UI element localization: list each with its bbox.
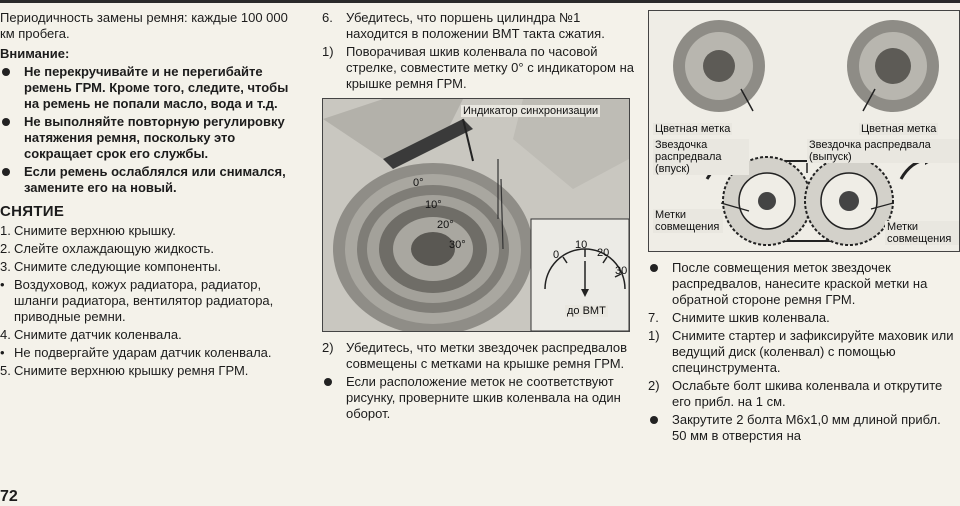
color-mark-label: Цветная метка bbox=[861, 123, 937, 135]
step-marker: 6. bbox=[322, 10, 333, 25]
substep-item bbox=[322, 340, 634, 372]
color-mark-label: Цветная метка bbox=[655, 123, 731, 135]
column-2 bbox=[322, 10, 634, 424]
step-marker: 7. bbox=[648, 310, 659, 325]
substep-text: Поворачивая шкив коленвала по часовой стрелке, совместите метку 0° с индикатором на крышке ремня ГРМ. bbox=[346, 44, 634, 91]
substep-item bbox=[322, 44, 634, 92]
inset-mark-label: 30 bbox=[615, 265, 628, 277]
bullet-icon bbox=[650, 416, 658, 424]
step-text: Не подвергайте ударам датчик коленвала. bbox=[14, 345, 272, 360]
note-item bbox=[648, 412, 958, 444]
substep-item bbox=[648, 328, 958, 376]
step-marker: • bbox=[0, 345, 5, 360]
warning-title: Внимание: bbox=[0, 46, 70, 61]
inset-mark-label: 20 bbox=[597, 247, 610, 259]
step-text: Воздуховод, кожух радиатора, радиатор, шланги радиатора, вентилятор радиатора, приводные ремни. bbox=[14, 277, 274, 324]
warning-item bbox=[0, 164, 300, 196]
column-3 bbox=[648, 10, 958, 446]
step-text: Снимите шкив коленвала. bbox=[672, 310, 830, 325]
page-number: 72 bbox=[0, 488, 18, 505]
pulley-mark-label: 30° bbox=[449, 239, 466, 251]
note-text: После совмещения меток звездочек распредвалов, нанесите краской метки на обратной стороне ремня ГРМ. bbox=[672, 260, 928, 307]
step-item bbox=[648, 310, 958, 326]
step-marker: 1. bbox=[0, 223, 11, 238]
inset-mark-label: 10 bbox=[575, 239, 588, 251]
step-item bbox=[0, 345, 300, 361]
note-item bbox=[322, 374, 634, 422]
step-text: Убедитесь, что поршень цилиндра №1 находится в положении ВМТ такта сжатия. bbox=[346, 10, 605, 41]
substep-item bbox=[648, 378, 958, 410]
step-marker: 5. bbox=[0, 363, 11, 378]
substep-text: Убедитесь, что метки звездочек распредвалов совмещены с метками на крышке ремня ГРМ. bbox=[346, 340, 628, 371]
warning-text: Не выполняйте повторную регулировку натяжения ремня, поскольку это сокращает срок его службы. bbox=[24, 114, 285, 161]
alignment-marks-label: Метки совмещения bbox=[885, 221, 959, 245]
substep-text: Ослабьте болт шкива коленвала и открутите его прибл. на 1 см. bbox=[672, 378, 943, 409]
exhaust-sprocket-label: Звездочка распредвала (выпуск) bbox=[807, 139, 959, 163]
step-text: Слейте охлаждающую жидкость. bbox=[14, 241, 214, 256]
warning-text: Если ремень ослаблялся или снимался, замените его на новый. bbox=[24, 164, 286, 195]
substep-text: Снимите стартер и зафиксируйте маховик или ведущий диск (коленвал) с помощью специнструмента. bbox=[672, 328, 954, 375]
substep-marker: 2) bbox=[648, 378, 660, 393]
crankshaft-pulley-illustration bbox=[323, 99, 629, 331]
camshaft-sprockets-figure bbox=[648, 10, 960, 252]
step-marker: 3. bbox=[0, 259, 11, 274]
substep-marker: 1) bbox=[322, 44, 334, 59]
pulley-mark-label: 10° bbox=[425, 199, 442, 211]
step-text: Снимите верхнюю крышку ремня ГРМ. bbox=[14, 363, 249, 378]
note-text: Закрутите 2 болта М6х1,0 мм длиной прибл. 50 мм в отверстия на bbox=[672, 412, 941, 443]
step-item bbox=[0, 241, 300, 257]
bullet-icon bbox=[2, 68, 10, 76]
bullet-icon bbox=[650, 264, 658, 272]
step-marker: 4. bbox=[0, 327, 11, 342]
step-text: Снимите датчик коленвала. bbox=[14, 327, 182, 342]
step-text: Снимите следующие компоненты. bbox=[14, 259, 222, 274]
alignment-marks-label: Метки совмещения bbox=[653, 209, 723, 233]
substep-marker: 1) bbox=[648, 328, 660, 343]
section-heading: СНЯТИЕ bbox=[0, 203, 65, 220]
note-item bbox=[648, 260, 958, 308]
intake-sprocket-label: Звездочка распредвала (впуск) bbox=[653, 139, 749, 175]
step-item bbox=[0, 363, 300, 379]
bullet-icon bbox=[324, 378, 332, 386]
page-top-rule bbox=[0, 0, 960, 3]
note-text: Если расположение меток не соответствуют рисунку, проверните шкив коленвала на один оборот. bbox=[346, 374, 621, 421]
step-item bbox=[0, 223, 300, 239]
substep-marker: 2) bbox=[322, 340, 334, 355]
step-item bbox=[0, 277, 300, 325]
inset-mark-label: 0 bbox=[553, 249, 560, 261]
warning-text: Не перекручивайте и не перегибайте ремень ГРМ. Кроме того, следите, чтобы на ремень не попали масло, вода и т.д. bbox=[24, 64, 289, 111]
step-item bbox=[0, 327, 300, 343]
timing-indicator-label: Индикатор синхронизации bbox=[463, 105, 599, 117]
step-marker: • bbox=[0, 277, 5, 292]
intro-text: Периодичность замены ремня: каждые 100 000 км пробега. bbox=[0, 10, 288, 41]
crankshaft-pulley-figure bbox=[322, 98, 630, 332]
step-item bbox=[322, 10, 634, 42]
pulley-mark-label: 0° bbox=[413, 177, 424, 189]
bullet-icon bbox=[2, 118, 10, 126]
step-marker: 2. bbox=[0, 241, 11, 256]
step-text: Снимите верхнюю крышку. bbox=[14, 223, 176, 238]
bullet-icon bbox=[2, 168, 10, 176]
column-1 bbox=[0, 10, 300, 381]
warning-item bbox=[0, 114, 300, 162]
pulley-mark-label: 20° bbox=[437, 219, 454, 231]
tdc-label: до ВМТ bbox=[567, 305, 606, 317]
step-item bbox=[0, 259, 300, 275]
warning-item bbox=[0, 64, 300, 112]
